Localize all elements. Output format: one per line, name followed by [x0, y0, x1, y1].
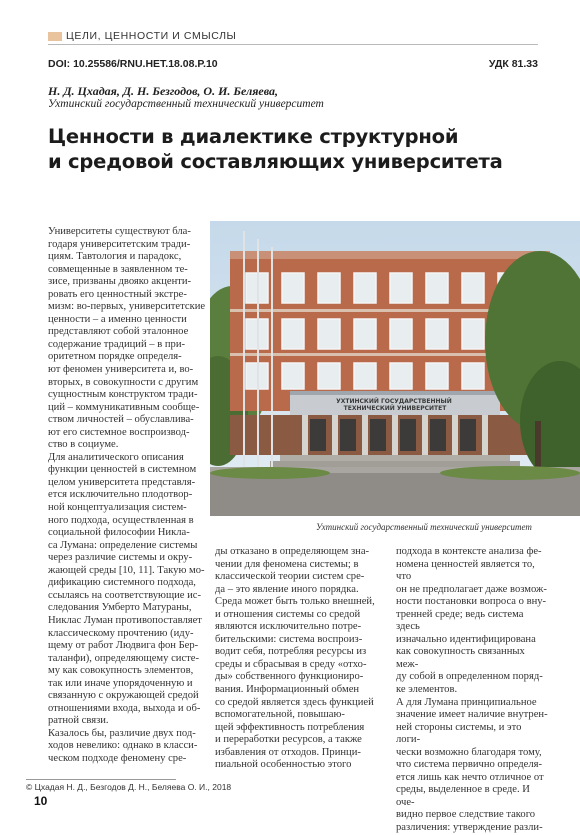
section-header: ЦЕЛИ, ЦЕННОСТИ И СМЫСЛЫ	[66, 30, 237, 42]
copyright: © Цхадая Н. Д., Безгодов Д. Н., Беляева О. И., 2018	[26, 782, 232, 792]
udk-code: УДК 81.33	[488, 58, 538, 70]
section-marker	[48, 32, 62, 41]
body-column-3: подхода в контексте анализа фе- номена ценностей является то, что он не предполагает даже возмож- ности постановки вопроса о вну- тренней среде; ведь система здесь изначально идентифицирована как совокупность связанных меж- ду собой в определенном поряд- ке элементов. А для Лумана принципиальное значение имеет наличие внутрен- ней стороны системы, и это логи- чески возможно благодаря тому, что система первично определя- ется лишь как нечто отличное от среды, выделенное в среде. И оче- видно первое следствие такого различения: утверждение разли-	[396, 546, 548, 834]
header-divider	[48, 44, 538, 45]
photo-caption: Ухтинский государственный технический университет	[316, 522, 532, 532]
sign-line-2: ТЕХНИЧЕСКИЙ УНИВЕРСИТЕТ	[343, 405, 447, 412]
body-column-2: ды отказано в определяющем зна- чении для феномена системы; в классической теории систем сре- да – это явление иного порядка. Среда может быть только внешней, и отношения системы со средой являются исключительно потре- бительскими: система воспроиз- водит себя, потребляя ресурсы из среды и сбрасывая в среду «отхо- ды» собственного функциониро- вания. Информационный обмен со средой является здесь функцией вспомогательной, повышаю- щей эффективность потребления и переработки ресурсов, а также избавления от отходов. Принци- пиальной особенностью этого	[215, 546, 375, 771]
sign-line-1: УХТИНСКИЙ ГОСУДАРСТВЕННЫЙ	[336, 398, 452, 405]
university-photo	[210, 221, 580, 516]
building-sign	[336, 397, 454, 412]
page-number: 10	[34, 794, 48, 808]
authors: Н. Д. Цхадая, Д. Н. Безгодов, О. И. Беляева,	[48, 84, 279, 98]
footer-divider	[26, 779, 176, 780]
article-title: Ценности в диалектике структурной и средовой составляющих университета	[48, 125, 503, 173]
doi: DOI: 10.25586/RNU.HET.18.08.P.10	[48, 58, 218, 70]
body-column-1: Университеты существуют бла- годаря университетским тради- циям. Тавтология и парадокс, совмещенные в заявленном те- зисе, призваны двояко акценти- ровать его ценностный экстре- мизм: во-первых, университетские ценности – а именно ценности представляют собой эталонное содержание традиций – в при- оритетном порядке определя- ют феномен университета и, во- вторых, в совокупности с другим сущностным конструктом тради- ций – коммуникативным сообще- ством личностей – обуславлива- ют его системное воспроизвод- ство в социуме. Для аналитического описания функции ценностей в системном целом университета представля- ется исключительно плодотвор- ной концептуализация систем- ного подхода, осуществленная в социальной философии Никла- са Лумана: определение системы через различие системы и окру- жающей среды [10, 11]. Такую мо- дификацию системного подхода, ссылаясь на соответствующие ис- следования Умберто Матураны, Никлас Луман противопоставляет классическому прочтению (иду- щему от работ Людвига фон Бер- таланфи), определяющему систе- му как совокупность элементов, так или иначе упорядоченную и связанную с окружающей средой отношениями входа, выхода и об- ратной связи. Казалось бы, различие двух под- ходов невелико: однако в класси- ческом подходе феномену сре-	[48, 226, 206, 764]
affiliation: Ухтинский государственный технический университет	[48, 98, 324, 110]
